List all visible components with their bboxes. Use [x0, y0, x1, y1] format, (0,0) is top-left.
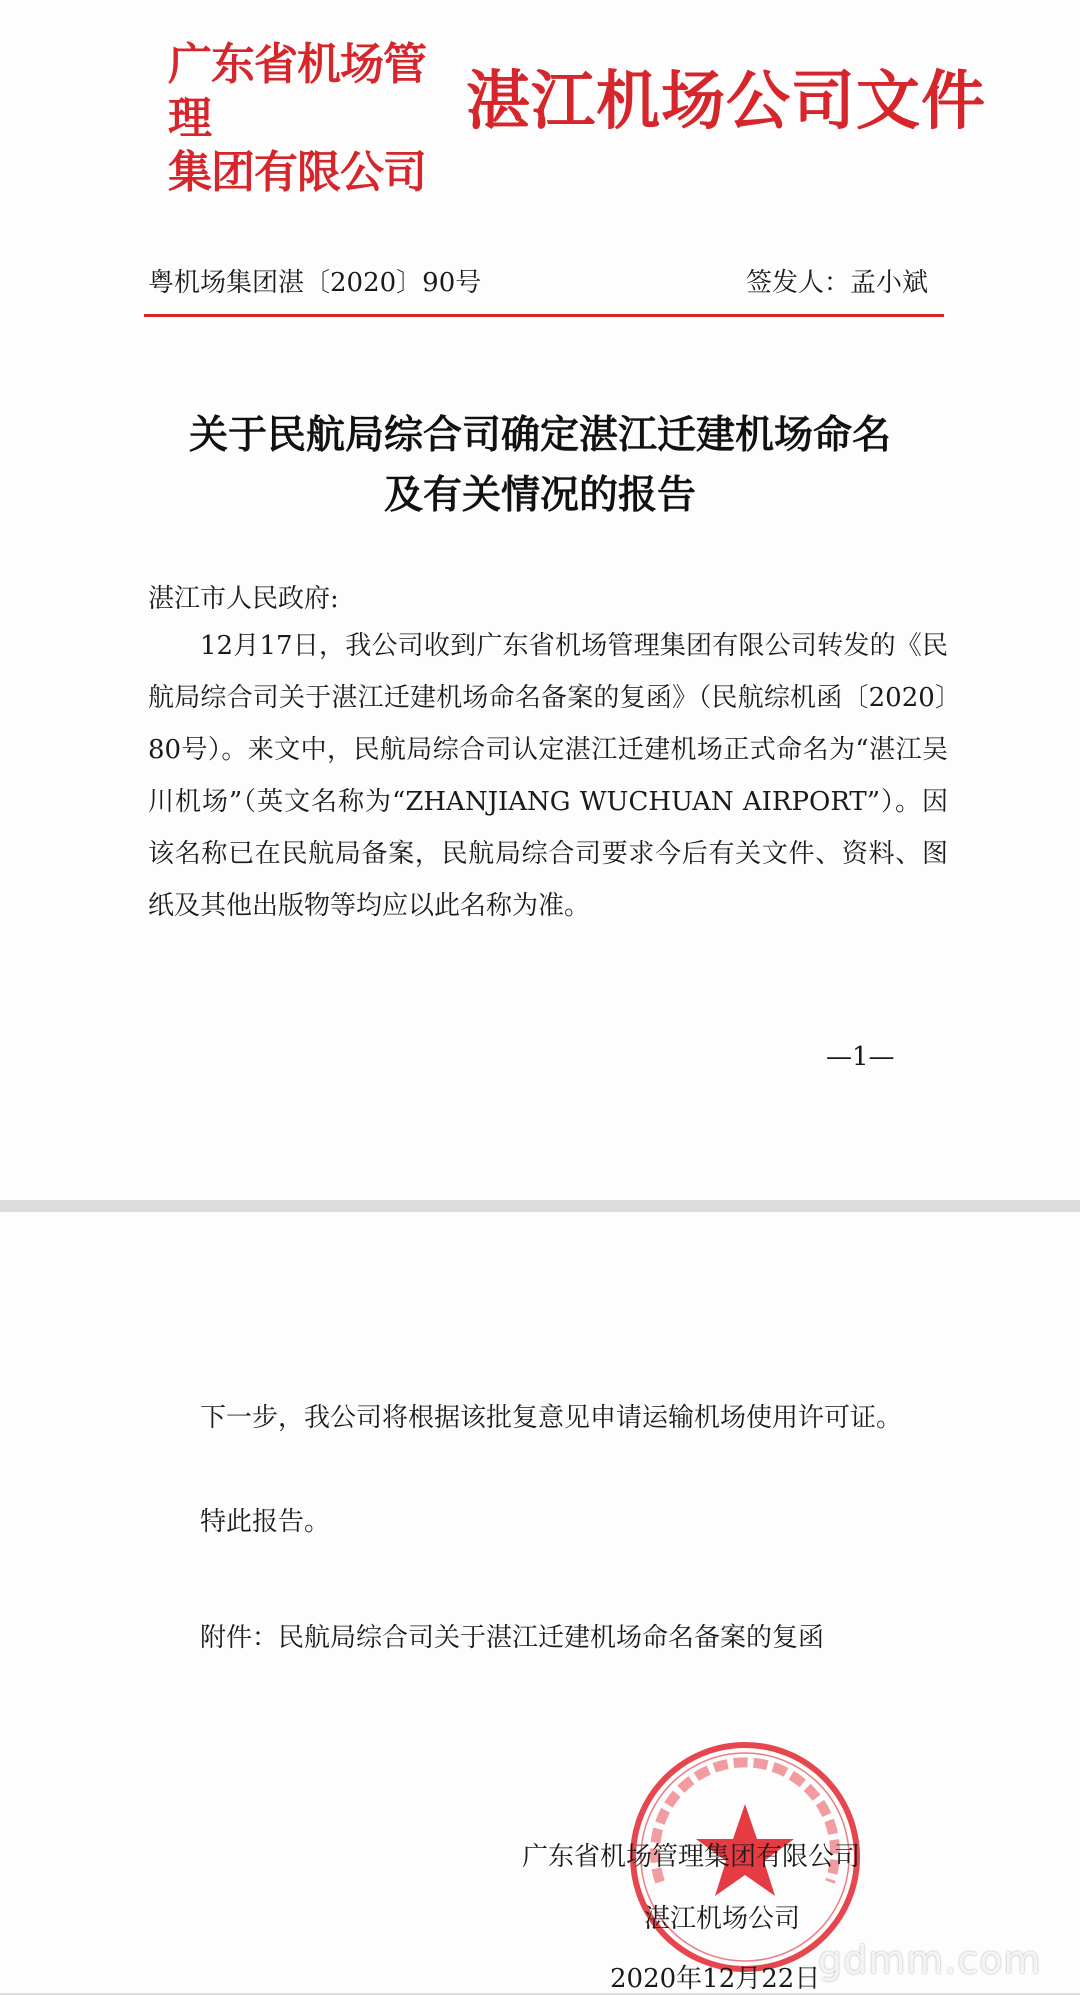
signer [746, 262, 928, 299]
signer-label: 签发人： [745, 268, 850, 298]
attachment-line [148, 1612, 948, 1664]
issuer-line-2: 集团有限公司 [168, 147, 426, 198]
signature-group-name: 广东省机场管理集团有限公司 [522, 1842, 861, 1872]
red-divider [144, 314, 944, 317]
title-line-2: 及有关情况的报告 [383, 473, 696, 518]
next-step-text: 下一步，我公司将根据该批复意见申请运输机场使用许可证。 [200, 1403, 903, 1433]
site-watermark: gdmm.com [818, 1938, 1042, 1982]
issuer-line-1: 广东省机场管理 [168, 39, 426, 144]
addressee: 湛江市人民政府: [148, 584, 339, 614]
document-title [140, 406, 940, 526]
issuer-name [168, 38, 453, 200]
signature-date: 2020年12月22日 [610, 1964, 821, 1994]
next-step-paragraph [148, 1392, 948, 1444]
closing-paragraph [148, 1496, 948, 1548]
title-line-1: 关于民航局综合司确定湛江迁建机场命名 [188, 413, 891, 458]
document-page-2 [0, 1212, 1080, 1993]
body-paragraph: 12月17日，我公司收到广东省机场管理集团有限公司转发的《民航局综合司关于湛江迁建机场命名备案的复函》（民航综机函〔2020〕80号）。来文中，民航局综合司认定湛江迁建机场正式命名为“湛江吴川机场”（英文名称为“ZHANJIANG WUCHUAN AIRPORT”）。因该名称已在民航局备案，民航局综合司要求今后有关文件、资料、图纸及其他出版物等均应以此名称为准。 [148, 631, 948, 921]
signature-company-name: 湛江机场公司 [644, 1904, 801, 1934]
attachment-text: 附件：民航局综合司关于湛江迁建机场命名备案的复函 [200, 1623, 825, 1653]
signer-name: 孟小斌 [849, 268, 928, 298]
document-number: 粤机场集团湛〔2020〕90号 [148, 268, 482, 298]
body-text [148, 620, 948, 932]
page-number: —1— [826, 1042, 895, 1072]
closing-text: 特此报告。 [200, 1507, 331, 1537]
document-type-heading: 湛江机场公司文件 [466, 65, 986, 139]
